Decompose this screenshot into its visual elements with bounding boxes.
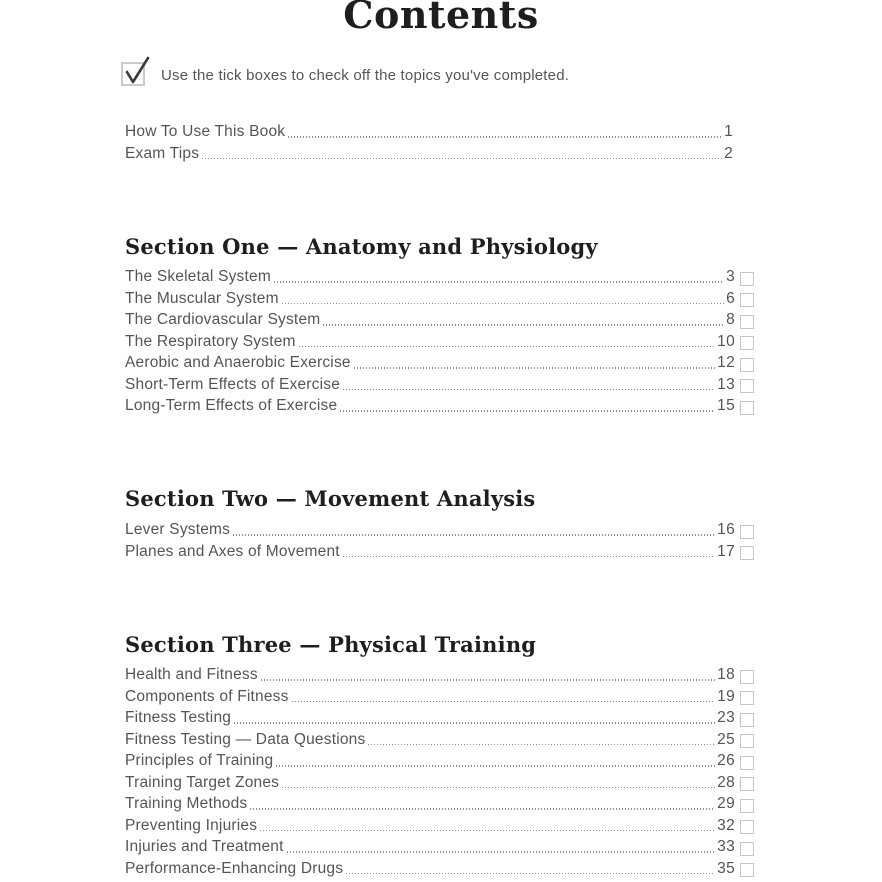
toc-row <box>125 287 754 309</box>
tick-checkbox[interactable] <box>740 525 754 539</box>
page-number: 17 <box>717 542 735 560</box>
tick-checkbox[interactable] <box>740 713 754 727</box>
tick-checkbox[interactable] <box>740 401 754 415</box>
tick-checkbox[interactable] <box>740 315 754 329</box>
tick-checkbox[interactable] <box>740 777 754 791</box>
toc-item-label: Lever Systems <box>125 521 231 538</box>
page-number: 2 <box>724 144 733 162</box>
toc-item-label: The Cardiovascular System <box>125 311 321 328</box>
tick-checkbox[interactable] <box>740 670 754 684</box>
page-number: 6 <box>726 289 735 307</box>
page-number: 29 <box>717 795 735 812</box>
dotted-leader <box>288 136 722 138</box>
page-number: 1 <box>724 123 733 140</box>
dotted-leader <box>299 346 716 348</box>
toc-item-label: Long-Term Effects of Exercise <box>125 397 338 414</box>
toc-row <box>125 394 754 416</box>
toc-item-label: The Muscular System <box>125 289 279 307</box>
dotted-leader <box>292 701 716 703</box>
toc-item-label: The Respiratory System <box>125 332 296 350</box>
page-number: 26 <box>717 752 735 769</box>
toc-row <box>125 835 754 857</box>
page-number: 19 <box>717 687 735 705</box>
checked-tickbox-icon <box>121 62 145 86</box>
page-number: 3 <box>726 268 735 285</box>
toc-item-label: Fitness Testing <box>125 709 232 726</box>
toc-row <box>125 685 754 707</box>
toc-row <box>125 728 754 750</box>
toc-row <box>125 792 754 814</box>
tick-checkbox[interactable] <box>740 379 754 393</box>
page-number: 8 <box>726 311 735 328</box>
toc-item-label: Short-Term Effects of Exercise <box>125 375 341 393</box>
toc-row <box>125 518 754 540</box>
check-mark-icon <box>124 57 150 87</box>
toc-row <box>125 663 754 685</box>
tick-checkbox[interactable] <box>740 546 754 560</box>
toc-item-label: Health and Fitness <box>125 666 258 683</box>
page-number: 28 <box>717 773 735 791</box>
dotted-leader <box>323 324 724 326</box>
page-number: 33 <box>717 838 735 855</box>
tick-checkbox[interactable] <box>740 820 754 834</box>
page-number: 18 <box>717 666 735 683</box>
tick-note <box>121 62 569 86</box>
toc-row <box>125 142 754 164</box>
toc-row <box>125 540 754 562</box>
toc-item-label: Planes and Axes of Movement <box>125 542 340 560</box>
toc-item-label: Exam Tips <box>125 144 200 162</box>
dotted-leader <box>354 367 715 369</box>
dotted-leader <box>343 556 715 558</box>
toc-row <box>125 814 754 836</box>
toc-row <box>125 373 754 395</box>
dotted-leader <box>287 851 716 853</box>
toc-row <box>125 265 754 287</box>
dotted-leader <box>368 744 715 746</box>
tick-checkbox[interactable] <box>740 691 754 705</box>
page-number: 32 <box>717 816 735 834</box>
toc-row <box>125 330 754 352</box>
toc-row <box>125 857 754 879</box>
dotted-leader <box>343 389 715 391</box>
toc-item-label: Injuries and Treatment <box>125 838 284 855</box>
tick-checkbox[interactable] <box>740 756 754 770</box>
tick-checkbox[interactable] <box>740 358 754 372</box>
toc-item-label: Training Target Zones <box>125 773 280 791</box>
tick-checkbox[interactable] <box>740 799 754 813</box>
dotted-leader <box>233 534 715 536</box>
page-title: Contents <box>343 0 539 37</box>
page-number: 10 <box>717 332 735 350</box>
tick-checkbox[interactable] <box>740 272 754 286</box>
page-number: 23 <box>717 709 735 726</box>
dotted-leader <box>274 281 724 283</box>
dotted-leader <box>340 410 715 412</box>
tick-checkbox[interactable] <box>740 336 754 350</box>
section-two-heading: Section Two — Movement Analysis <box>125 486 536 511</box>
page-number: 12 <box>717 354 735 371</box>
section-two-list <box>125 518 754 561</box>
toc-item-label: Components of Fitness <box>125 687 289 705</box>
toc-item-label: Preventing Injuries <box>125 816 258 834</box>
tick-checkbox[interactable] <box>740 842 754 856</box>
tick-note-text: Use the tick boxes to check off the topics you've completed. <box>161 67 570 84</box>
tick-checkbox[interactable] <box>740 734 754 748</box>
page-number: 13 <box>717 375 735 393</box>
toc-row <box>125 120 754 142</box>
dotted-leader <box>261 679 715 681</box>
section-one-list <box>125 265 754 416</box>
page-number: 15 <box>717 397 735 414</box>
dotted-leader <box>234 722 715 724</box>
dotted-leader <box>282 303 724 305</box>
toc-item-label: Fitness Testing — Data Questions <box>125 730 366 748</box>
dotted-leader <box>346 873 715 875</box>
page-number: 16 <box>717 521 735 538</box>
section-one-heading: Section One — Anatomy and Physiology <box>125 234 598 259</box>
page-number: 25 <box>717 730 735 748</box>
toc-item-label: How To Use This Book <box>125 123 286 140</box>
toc-row <box>125 351 754 373</box>
dotted-leader <box>250 808 715 810</box>
toc-row <box>125 771 754 793</box>
toc-item-label: Aerobic and Anaerobic Exercise <box>125 354 351 371</box>
toc-item-label: Training Methods <box>125 795 248 812</box>
dotted-leader <box>282 787 715 789</box>
section-three-heading: Section Three — Physical Training <box>125 632 537 657</box>
toc-row <box>125 749 754 771</box>
tick-checkbox[interactable] <box>740 293 754 307</box>
dotted-leader <box>260 830 715 832</box>
page-number: 35 <box>717 859 735 877</box>
toc-item-label: Performance-Enhancing Drugs <box>125 859 344 877</box>
tick-checkbox[interactable] <box>740 863 754 877</box>
intro-list <box>125 120 754 163</box>
toc-row <box>125 706 754 728</box>
toc-row <box>125 308 754 330</box>
dotted-leader <box>202 158 722 160</box>
toc-item-label: Principles of Training <box>125 752 274 769</box>
toc-item-label: The Skeletal System <box>125 268 271 285</box>
dotted-leader <box>276 765 715 767</box>
section-three-list <box>125 663 754 878</box>
